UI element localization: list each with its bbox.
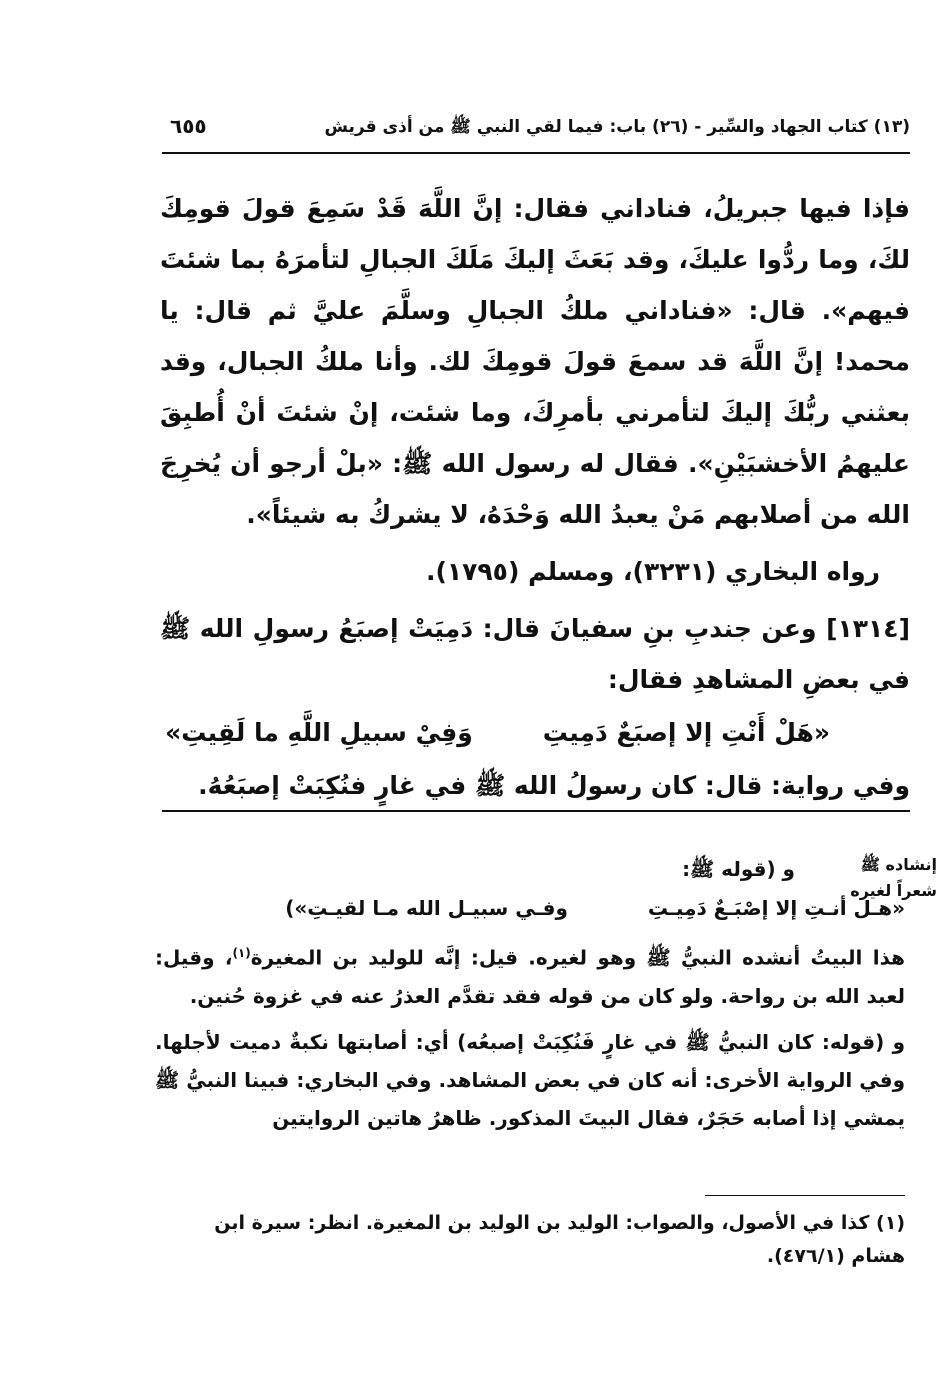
commentary-paragraph xyxy=(155,934,905,1015)
running-header xyxy=(162,116,910,152)
commentary-paragraph: و (قوله: كان النبيُّ ﷺ في غارٍ فَنُكِبَتْ إصبعُه) أي: أصابتها نكبةٌ دميت لأجلها. وفي الرواية الأخرى: أنه كان في بعض المشاهد. وفي البخاري: فبينا النبيُّ ﷺ يمشي إذا أصابه حَجَرٌ، فقال البيتَ المذكور. ظاهرُ هاتين الروايتين xyxy=(155,1029,905,1130)
poem-verse xyxy=(160,705,830,760)
commentary xyxy=(155,850,905,1137)
riwaya-line: وفي رواية: قال: كان رسولُ الله ﷺ في غارٍ فنُكِبَتْ إصبَعُهُ. xyxy=(198,771,910,800)
hadith-citation: رواه البخاري (٣٢٣١)، ومسلم (١٧٩٥). xyxy=(425,557,880,586)
margin-note-line: إنشاده ﷺ xyxy=(860,855,937,874)
footnote-reference[interactable]: (١) xyxy=(232,946,251,960)
commentary-text: هذا البيتُ أنشده النبيُّ ﷺ وهو لغيره. قيل: إنَّه للوليد بن المغيرة xyxy=(250,945,905,970)
footnote-rule xyxy=(705,1195,905,1196)
hadith-intro: [١٣١٤] وعن جندبِ بنِ سفيانَ قال: دَمِيَتْ إصبَعُ رسولِ الله ﷺ في بعضِ المشاهدِ فقال: xyxy=(160,614,910,694)
commentary-rule xyxy=(162,810,910,812)
footnote: (١) كذا في الأصول، والصواب: الوليد بن الوليد بن المغيرة. انظر: سيرة ابن هشام (٤٧٦/١). xyxy=(214,1212,905,1267)
verse-first-hemistich: «هَلْ أَنْتِ إلا إصبَعٌ دَمِيتِ xyxy=(542,718,830,747)
header-rule xyxy=(162,152,910,154)
chapter-title: (١٣) كتاب الجهاد والسِّير - (٢٦) باب: فيما لقي النبي ﷺ من أذى قريش xyxy=(324,117,910,137)
main-text xyxy=(160,183,910,811)
margin-note-line: شعراً لغيره xyxy=(850,881,937,900)
verse-second-hemistich: وَفِيْ سبيلِ اللَّهِ ما لَقِيتِ» xyxy=(165,718,473,747)
commentary-verse xyxy=(155,888,905,928)
page-number: ٦٥٥ xyxy=(170,114,207,138)
verse-first-hemistich: «هـل أنـتِ إلا إصْبَـعٌ دَمِيـتِ xyxy=(647,896,905,920)
commentary-text: ، وقيل: لعبد الله بن رواحة. ولو كان من قوله فقد تقدَّم العذرُ عنه في غزوة حُنين. xyxy=(155,945,905,1008)
hadith-paragraph: فإذا فيها جبريلُ، فناداني فقال: إنَّ اللَّهَ قَدْ سَمِعَ قولَ قومِكَ لكَ، وما ردُّوا عليكَ، وقد بَعَثَ إليكَ مَلَكَ الجبالِ لتأمرَهُ بما شئتَ فيهم». قال: «فناداني ملكُ الجبالِ وسلَّمَ عليَّ ثم قال: يا محمد! إنَّ اللَّهَ قد سمعَ قولَ قومِكَ لك. وأنا ملكُ الجبال، وقد بعثني ربُّكَ إليكَ لتأمرني بأمرِكَ، وما شئت، إنْ شئتَ أنْ أُطبِقَ عليهمُ الأخشبَيْنِ». فقال له رسول الله ﷺ: «بلْ أرجو أن يُخرِجَ الله من أصلابهم مَنْ يعبدُ الله وَحْدَهُ، لا يشركُ به شيئاً». xyxy=(160,194,910,529)
commentary-lemma: و (قوله ﷺ: xyxy=(682,857,795,881)
verse-second-hemistich: وفـي سبيـل الله مـا لقيـتِ») xyxy=(285,896,568,920)
